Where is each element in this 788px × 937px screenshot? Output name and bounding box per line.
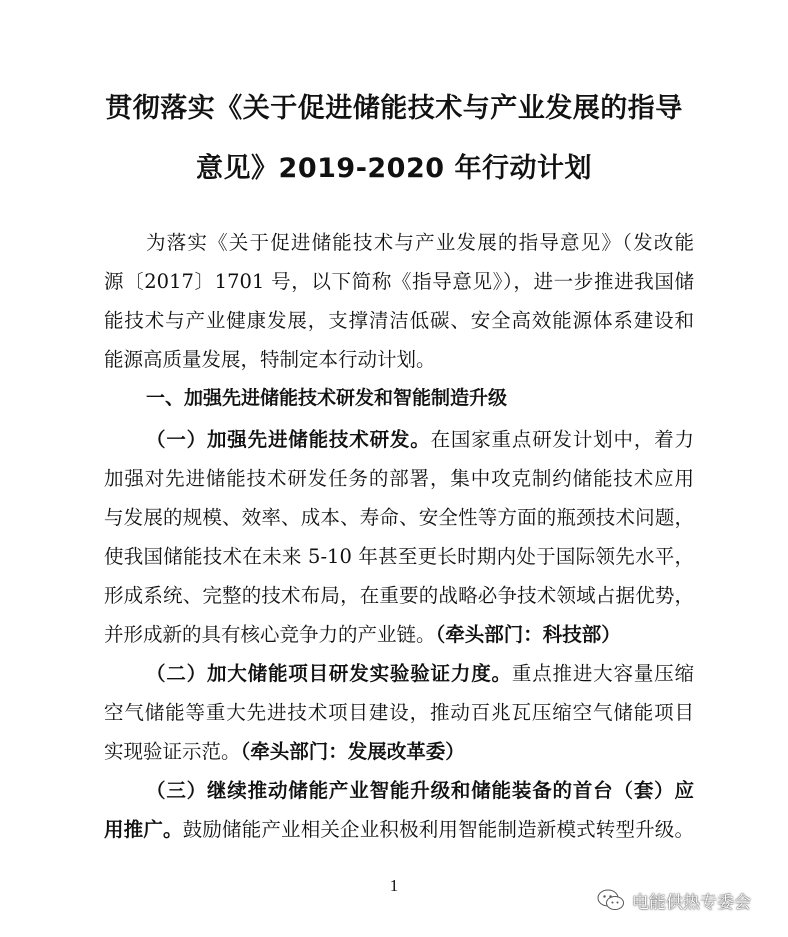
item2-first-line xyxy=(146,658,694,686)
item2-lead-department: （牵头部门：发展改革委） xyxy=(240,740,465,763)
item2-lead: （二）加大储能项目研发实验验证力度。 xyxy=(146,662,512,685)
item2-last-text: 实现验证示范。 xyxy=(104,740,241,763)
wechat-icon xyxy=(596,888,626,912)
intro-line-3: 能技术与产业健康发展，支撑清洁低碳、安全高效能源体系建设和 xyxy=(104,309,694,332)
item1-last-line xyxy=(104,619,694,647)
watermark-text: 电能供热专委会 xyxy=(632,892,751,913)
item1-lead: （一）加强先进储能技术研发。 xyxy=(146,428,431,451)
item2-line-2: 空气储能等重大先进技术项目建设，推动百兆瓦压缩空气储能项目 xyxy=(104,701,694,724)
item1-line-4: 使我国储能技术在未来 5-10 年甚至更长时期内处于国际领先水平， xyxy=(104,545,694,568)
item2-first-rest: 重点推进大容量压缩 xyxy=(511,662,694,685)
item1-lead-department: （牵头部门：科技部） xyxy=(435,623,621,646)
intro-line-2: 源〔2017〕1701 号，以下简称《指导意见》），进一步推进我国储 xyxy=(104,270,694,293)
page-number: 1 xyxy=(389,876,399,895)
item1-line-2: 加强对先进储能技术研发任务的部署，集中攻克制约储能技术应用 xyxy=(104,467,694,490)
watermark xyxy=(596,886,751,914)
document-title-line-2: 意见》2019-2020 年行动计划 xyxy=(196,153,592,184)
item1-last-text: 并形成新的具有核心竞争力的产业链。 xyxy=(104,623,436,646)
intro-line-4: 能源高质量发展，特制定本行动计划。 xyxy=(104,348,436,371)
item3-lead-tail: 用推广。 xyxy=(104,818,183,841)
item1-line-3: 与发展的规模、效率、成本、寿命、安全性等方面的瓶颈技术问题， xyxy=(104,506,694,529)
item3-line-2 xyxy=(104,814,694,842)
item3-lead-line: （三）继续推动储能产业智能升级和储能装备的首台（套）应 xyxy=(146,779,694,802)
item3-rest: 鼓励储能产业相关企业积极利用智能制造新模式转型升级。 xyxy=(182,818,694,841)
item1-line-5: 形成系统、完整的技术布局，在重要的战略必争技术领域占据优势， xyxy=(104,584,694,607)
document-title-line-1: 贯彻落实《关于促进储能技术与产业发展的指导 xyxy=(105,93,683,124)
item1-first-line xyxy=(146,424,694,452)
intro-line-1: 为落实《关于促进储能技术与产业发展的指导意见》（发改能 xyxy=(146,231,694,254)
section-heading-1: 一、加强先进储能技术研发和智能制造升级 xyxy=(146,387,508,409)
item2-last-line xyxy=(104,736,694,764)
item1-first-rest: 在国家重点研发计划中，着力 xyxy=(430,428,694,451)
